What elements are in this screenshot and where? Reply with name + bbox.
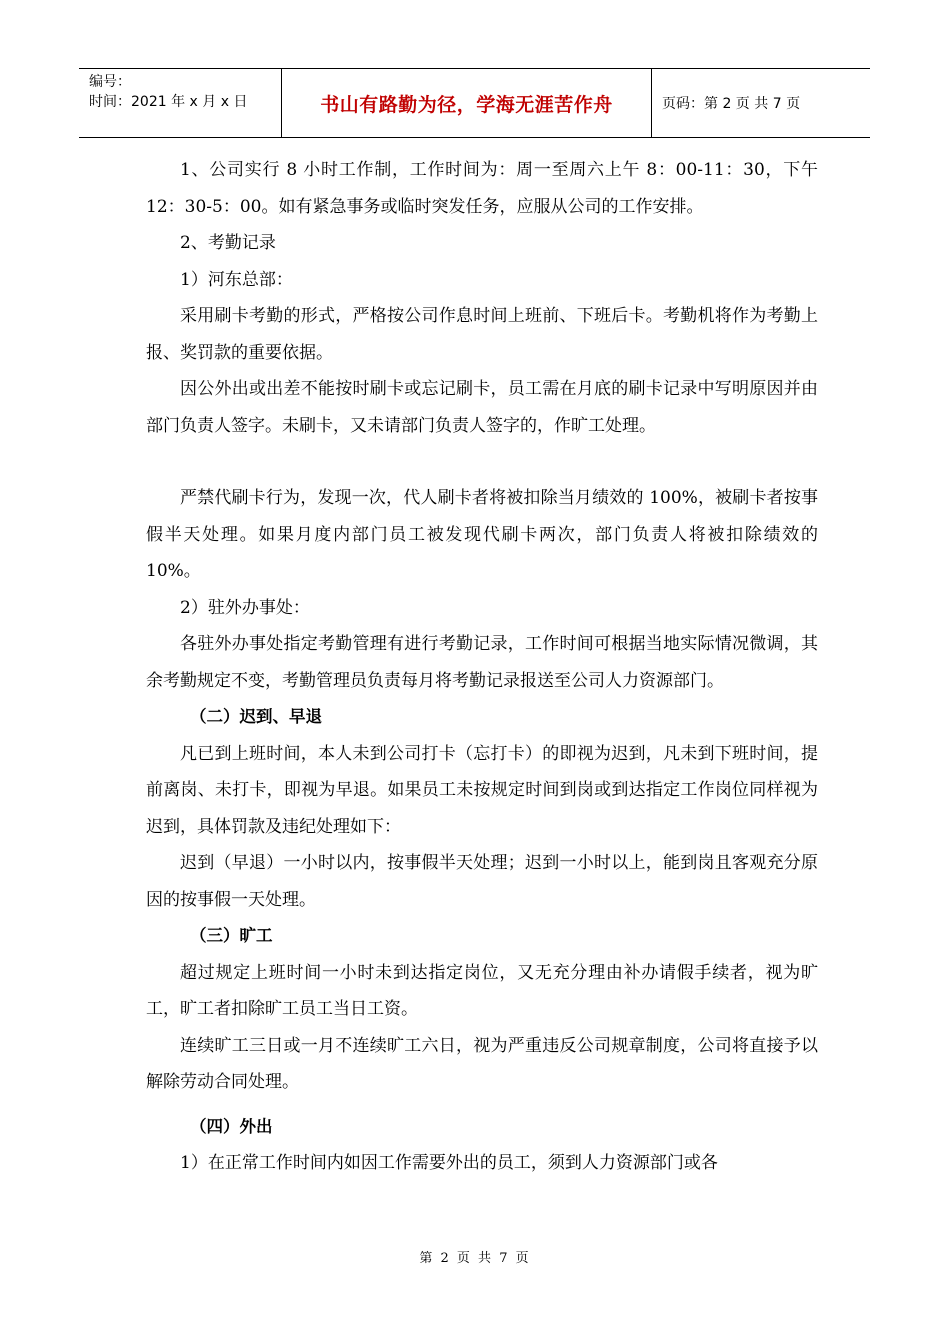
header-meta-cell xyxy=(79,69,282,137)
header-motto: 书山有路勤为径，学海无涯苦作舟 xyxy=(282,69,652,137)
heading-going-out: （四）外出 xyxy=(190,1116,273,1136)
document-time-label: 时间：2021 年 x 月 x 日 xyxy=(89,94,248,110)
paragraph-work-hours: 1、公司实行 8 小时工作制，工作时间为：周一至周六上午 8：00-11：30，下午 12：30-5：00。如有紧急事务或临时突发任务，应服从公司的工作安排。 xyxy=(146,160,818,217)
subsection-branch-offices: 2）驻外办事处： xyxy=(180,597,310,618)
paragraph-late-penalty: 迟到（早退）一小时以内，按事假半天处理；迟到一小时以上，能到岗且客观充分原因的按事假一天处理。 xyxy=(146,853,818,910)
paragraph-absenteeism-definition: 超过规定上班时间一小时未到达指定岗位，又无充分理由补办请假手续者，视为旷工，旷工者扣除旷工员工当日工资。 xyxy=(146,962,818,1019)
heading-absenteeism: （三）旷工 xyxy=(190,926,273,945)
paragraph-spacer xyxy=(146,444,818,480)
paragraph-card-punch: 采用刷卡考勤的形式，严格按公司作息时间上班前、下班后卡。考勤机将作为考勤上报、奖罚款的重要依据。 xyxy=(146,306,818,363)
paragraph-branch-attendance: 各驻外办事处指定考勤管理有进行考勤记录，工作时间可根据当地实际情况微调，其余考勤规定不变，考勤管理员负责每月将考勤记录报送至公司人力资源部门。 xyxy=(146,634,818,691)
subsection-hedong-hq: 1）河东总部： xyxy=(180,269,293,290)
paragraph-proxy-punch: 严禁代刷卡行为，发现一次，代人刷卡者将被扣除当月绩效的 100%，被刷卡者按事假半天处理。如果月度内部门员工被发现代刷卡两次，部门负责人将被扣除绩效的 10%。 xyxy=(146,488,818,581)
paragraph-going-out-rule: 1）在正常工作时间内如因工作需要外出的员工，须到人力资源部门或各 xyxy=(180,1153,718,1173)
heading-late-early-leave: （二）迟到、早退 xyxy=(190,707,322,726)
header-page-info: 页码：第 2 页 共 7 页 xyxy=(662,96,801,112)
document-body xyxy=(146,152,818,1182)
paragraph-absenteeism-dismissal: 连续旷工三日或一月不连续旷工六日，视为严重违反公司规章制度，公司将直接予以解除劳动合同处理。 xyxy=(146,1035,818,1092)
paragraph-late-definition: 凡已到上班时间，本人未到公司打卡（忘打卡）的即视为迟到，凡未到下班时间，提前离岗、未打卡，即视为早退。如果员工未按规定时间到岗或到达指定工作岗位同样视为迟到，具体罚款及违纪处理如下： xyxy=(146,743,818,837)
section-attendance-record: 2、考勤记录 xyxy=(180,233,276,253)
paragraph-missed-punch: 因公外出或出差不能按时刷卡或忘记刷卡，员工需在月底的刷卡记录中写明原因并由部门负责人签字。未刷卡，又未请部门负责人签字的，作旷工处理。 xyxy=(146,379,818,436)
paragraph-spacer xyxy=(146,1101,818,1109)
document-header xyxy=(79,68,870,138)
document-number-label: 编号： xyxy=(89,74,131,90)
page-footer: 第 2 页 共 7 页 xyxy=(419,1251,531,1266)
